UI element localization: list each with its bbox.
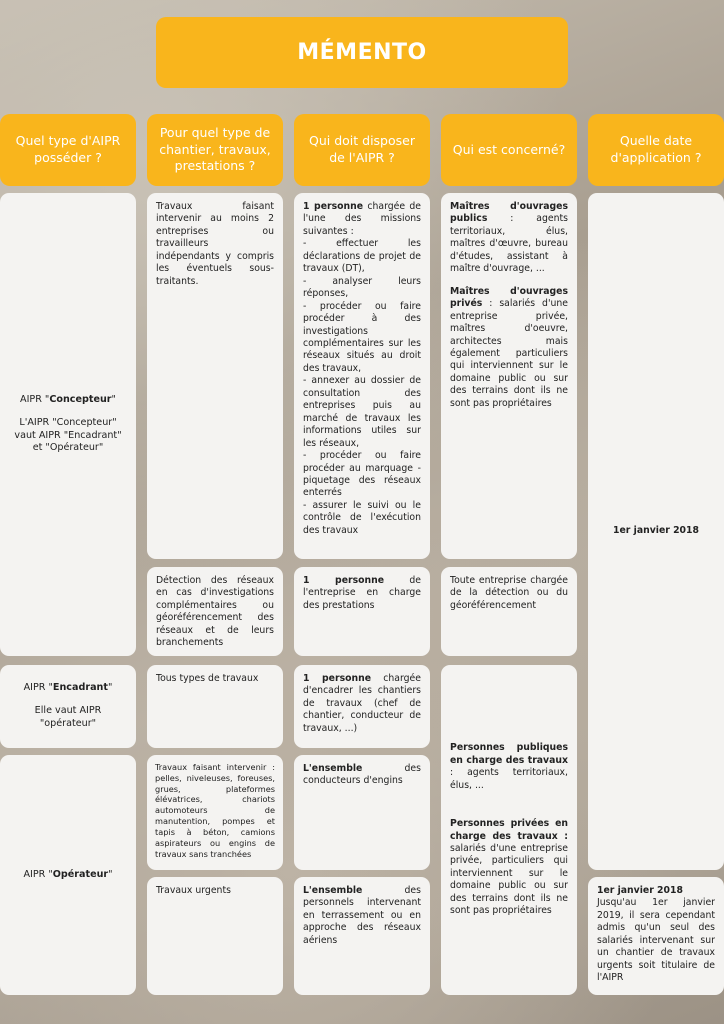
qui-cell-1	[294, 193, 430, 559]
qui-cell-2	[294, 567, 430, 656]
qui-item-3: - procéder ou faire procéder à des investigations complémentaires sur les réseaux situés au droit des travaux,	[303, 300, 421, 374]
type-operateur	[0, 755, 136, 995]
chantier-cell-3	[147, 665, 283, 748]
concerne-text-3a: Personnes publiques en charge des travaux : agents territoriaux, élus, ...	[450, 742, 568, 791]
chantier-text-1: Travaux faisant intervenir au moins 2 entreprises ou travailleurs indépendants y compris les éventuels sous-traitants.	[156, 201, 274, 287]
chantier-text-5: Travaux urgents	[156, 885, 231, 896]
chantier-text-4: Travaux faisant intervenir : pelles, niveleuses, foreuses, grues, plateformes élévatrices, chariots automoteurs de manutention, pompes et tapis à béton, camions aspirateurs ou engins de travaux sans tranchées	[155, 762, 275, 859]
concerne-cell-3	[441, 665, 577, 995]
date-text-1: 1er janvier 2018	[613, 525, 699, 537]
encadrant-label: AIPR "Encadrant"	[23, 682, 113, 694]
qui-item-6: - assurer le suivi ou le contrôle de l'exécution des travaux	[303, 499, 421, 536]
concerne-text-1b: Maîtres d'ouvrages privés : salariés d'une entreprise privée, maîtres d'oeuvre, architectes mais également particuliers qui interviennent sur le domaine public ou sur des terrains dont ils ne sont pas propriétaires	[450, 285, 568, 409]
header-date: Quelle date d'application ?	[588, 114, 724, 186]
qui-item-5: - procéder ou faire procéder au marquage -piquetage des réseaux enterrés	[303, 450, 421, 499]
header-chantier: Pour quel type de chantier, travaux, prestations ?	[147, 114, 283, 186]
qui-cell-5	[294, 877, 430, 995]
header-qui: Qui doit disposer de l'AIPR ?	[294, 114, 430, 186]
date-cell-1	[588, 193, 724, 870]
operateur-name: Opérateur	[52, 868, 109, 880]
chantier-cell-2	[147, 567, 283, 656]
date-text-2-title: 1er janvier 2018	[597, 885, 683, 896]
page-title: MÉMENTO	[156, 17, 568, 88]
chantier-cell-1	[147, 193, 283, 559]
type-concepteur	[0, 193, 136, 656]
chantier-text-3: Tous types de travaux	[156, 673, 259, 684]
encadrant-name: Encadrant	[52, 682, 108, 694]
concerne-text-1a: Maîtres d'ouvrages publics : agents territoriaux, élus, maîtres d'œuvre, bureau d'études, assistant à maître d'ouvrage, ...	[450, 201, 568, 275]
date-text-2: Jusqu'au 1er janvier 2019, il sera cependant admis qu'un seul des salariés intervenant sur un chantier de travaux urgents soit titulaire de l'AIPR	[597, 897, 715, 984]
qui-cell-3	[294, 665, 430, 748]
date-cell-2	[588, 877, 724, 995]
qui-item-4: - annexer au dossier de consultation des entreprises puis au marché de travaux les informations utiles sur les réseaux,	[303, 375, 421, 449]
qui-item-2: - analyser leurs réponses,	[303, 275, 421, 300]
header-type: Quel type d'AIPR posséder ?	[0, 114, 136, 186]
qui-text-5: L'ensemble des personnels intervenant en terrassement ou en approche des réseaux aériens	[303, 885, 421, 946]
chantier-cell-4	[147, 755, 283, 870]
concepteur-name: Concepteur	[49, 393, 112, 405]
header-concerne: Qui est concerné?	[441, 114, 577, 186]
qui-item-1: - effectuer les déclarations de projet de travaux (DT),	[303, 238, 421, 275]
chantier-cell-5	[147, 877, 283, 995]
type-encadrant	[0, 665, 136, 748]
chantier-text-2: Détection des réseaux en cas d'investigations complémentaires ou géoréférencement des réseaux et de leurs branchements	[156, 575, 274, 649]
concerne-cell-2	[441, 567, 577, 656]
concerne-text-3b: Personnes privées en charge des travaux : salariés d'une entreprise privée, particuliers qui interviennent sur le domaine public ou sur des terrains dont ils ne sont pas propriétaires	[450, 818, 568, 917]
qui-text-3: 1 personne chargée d'encadrer les chantiers de travaux (chef de chantier, conducteur de travaux, ...)	[303, 673, 421, 734]
concerne-text-2: Toute entreprise chargée de la détection ou du géoréférencement	[450, 575, 568, 611]
concepteur-label: AIPR "Concepteur"	[20, 393, 116, 405]
qui-cell-4	[294, 755, 430, 870]
concepteur-note: L'AIPR "Concepteur" vaut AIPR "Encadrant" et "Opérateur"	[14, 416, 122, 454]
qui-text-1: 1 personne chargée de l'une des missions suivantes :	[303, 201, 422, 237]
qui-text-4: L'ensemble des conducteurs d'engins	[303, 763, 421, 787]
encadrant-note: Elle vaut AIPR "opérateur"	[34, 705, 102, 729]
operateur-label: AIPR "Opérateur"	[23, 868, 113, 880]
concerne-cell-1	[441, 193, 577, 559]
qui-text-2: 1 personne de l'entreprise en charge des prestations	[303, 575, 422, 611]
